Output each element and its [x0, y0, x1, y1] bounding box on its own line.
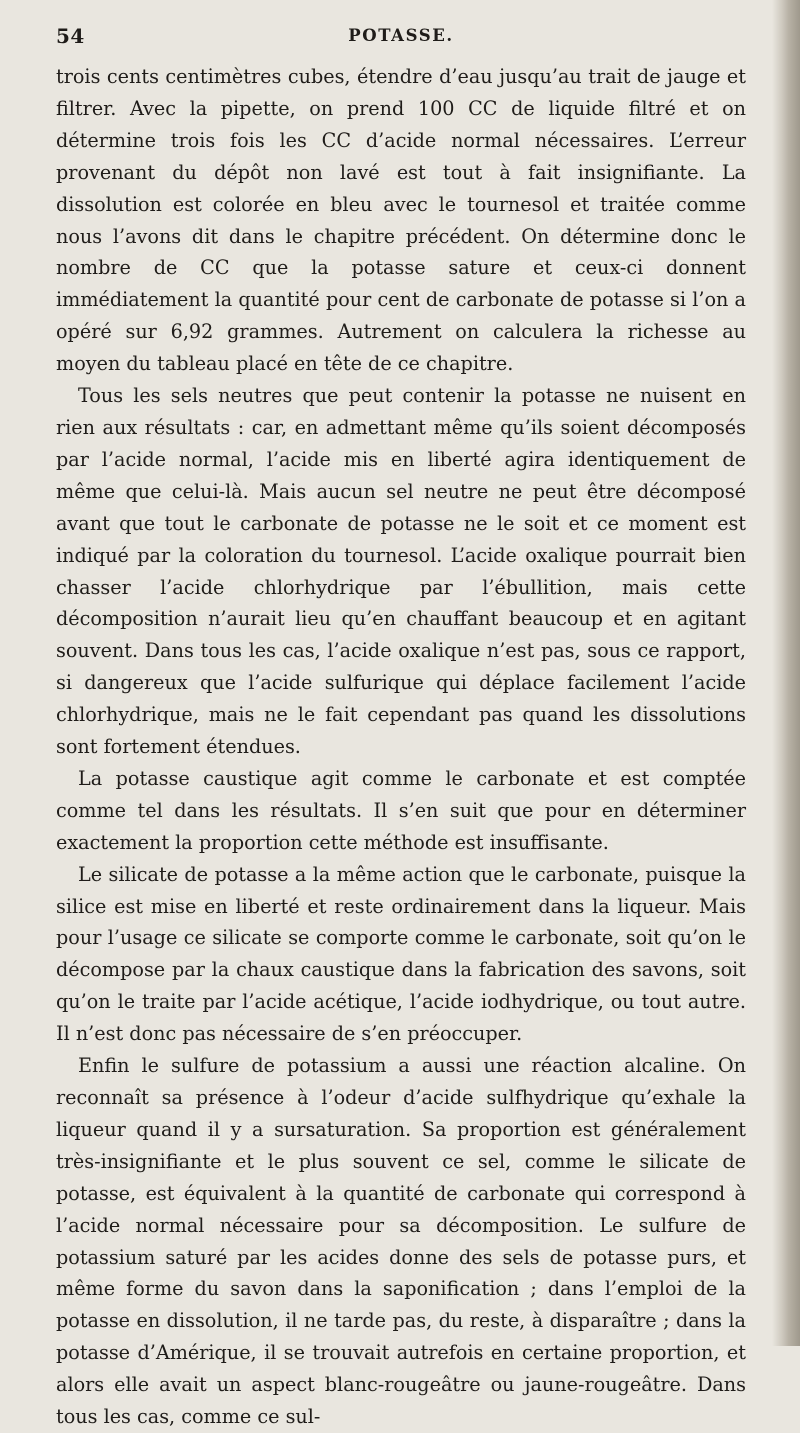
page-number: 54: [56, 24, 85, 48]
page-edge-shadow: [772, 0, 800, 1346]
paragraph-neutral-salts: Tous les sels neutres que peut contenir la potasse ne nuisent en rien aux résultats : car, en admettant même qu’ils soient décomposés par l’acide normal, l’acide mis en liberté agira identiquement de même que celui-là. Mais aucun sel neutre ne peut être décomposé avant que tout le carbonate de potasse ne le soit et ce moment est indiqué par la coloration du tournesol. L’acide oxalique pourrait bien chasser l’acide chlorhydrique par l’ébullition, mais cette décomposition n’aurait lieu qu’en chauffant beaucoup et en agitant souvent. Dans tous les cas, l’acide oxalique n’est pas, sous ce rapport, si dangereux que l’acide sulfurique qui déplace facilement l’acide chlorhydrique, mais ne le fait cependant pas quand les dissolutions sont fortement étendues.: [56, 384, 746, 759]
body-text: [56, 61, 746, 1433]
paragraph-sulfide: Enfin le sulfure de potassium a aussi une réaction alcaline. On reconnaît sa présence à l’odeur d’acide sulfhydrique qu’exhale la liqueur quand il y a sursaturation. Sa proportion est généralement très-insignifiante et le plus souvent ce sel, comme le silicate de potasse, est équivalent à la quantité de carbonate qui correspond à l’acide normal nécessaire pour sa décomposition. Le sulfure de potassium saturé par les acides donne des sels de potasse purs, et même forme du savon dans la saponification ; dans l’emploi de la potasse en dissolution, il ne tarde pas, du reste, à disparaître ; dans la potasse d’Amérique, il se trouvait autrefois en certaine proportion, et alors elle avait un aspect blanc-rougeâtre ou jaune-rougeâtre. Dans tous les cas, comme ce sul-: [56, 1054, 746, 1429]
page-header: [56, 24, 746, 50]
paragraph-continuation: trois cents centimètres cubes, étendre d’eau jusqu’au trait de jauge et filtrer. Avec la pipette, on prend 100 CC de liquide filtré et on détermine trois fois les CC d’acide normal nécessaires. L’erreur provenant du dépôt non lavé est tout à fait insignifiante. La dissolution est colorée en bleu avec le tournesol et traitée comme nous l’avons dit dans le chapitre précédent. On détermine donc le nombre de CC que la potasse sature et ceux-ci donnent immédiatement la quantité pour cent de carbonate de potasse si l’on a opéré sur 6,92 grammes. Autrement on calculera la richesse au moyen du tableau placé en tête de ce chapitre.: [56, 65, 746, 376]
paragraph-caustic-potash: La potasse caustique agit comme le carbonate et est comptée comme tel dans les résultats. Il s’en suit que pour en déterminer exactement la proportion cette méthode est insuffisante.: [56, 766, 746, 854]
paragraph-silicate: Le silicate de potasse a la même action que le carbonate, puisque la silice est mise en liberté et reste ordinairement dans la liqueur. Mais pour l’usage ce silicate se comporte comme le carbonate, soit qu’on le décompose par la chaux caustique dans la fabrication des savons, soit qu’on le traite par l’acide acétique, l’acide iodhydrique, ou tout autre. Il n’est donc pas nécessaire de s’en préoccuper.: [56, 862, 746, 1046]
running-title: POTASSE.: [348, 26, 454, 45]
